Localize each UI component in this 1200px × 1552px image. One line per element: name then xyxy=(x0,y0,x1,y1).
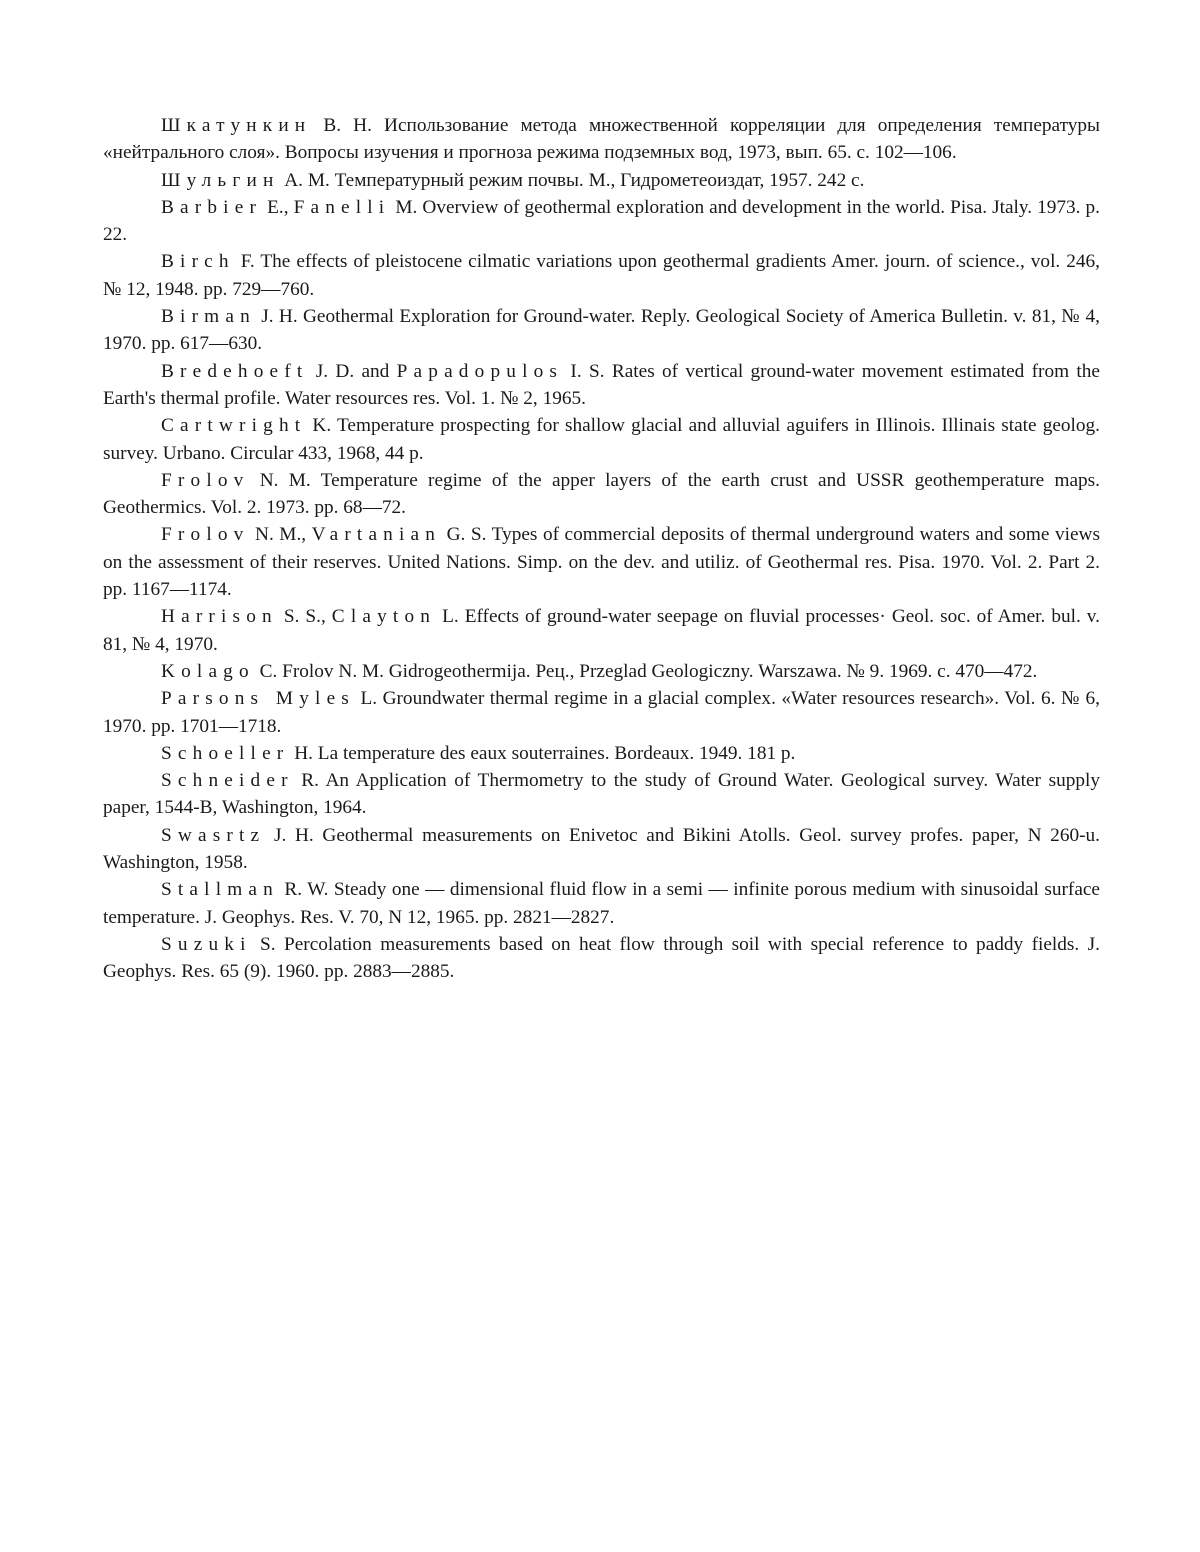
reference-text: C. Frolov N. M. Gidrogeothermija. Рец., Przeglad Geologiczny. Warszawa. № 9. 1969. с. 470—472. xyxy=(254,660,1038,682)
reference-text: I. S. Rates of vertical ground-water movement estimated from the Earth's thermal profile. Water resources res. Vol. 1. № 2, 1965. xyxy=(103,360,1100,409)
reference-author: Stallman xyxy=(161,879,279,901)
reference-author: Шульгин xyxy=(161,169,280,191)
reference-entry xyxy=(103,303,1100,358)
reference-text: K. Temperature prospecting for shallow glacial and alluvial aguifers in Illinois. Illinais state geolog. survey. Urbano. Circular 433, 1968, 44 p. xyxy=(103,415,1100,464)
reference-text: J. H. Geothermal measurements on Enivetoc and Bikini Atolls. Geol. survey profes. paper, N 260-u. Washington, 1958. xyxy=(103,824,1100,874)
reference-text: M. Overview of geothermal exploration and development in the world. Pisa. Jtaly. 1973. p. 22. xyxy=(103,196,1100,246)
reference-entry xyxy=(103,603,1100,658)
reference-author: Frolov xyxy=(161,469,250,491)
reference-list xyxy=(103,112,1100,986)
reference-entry xyxy=(103,412,1100,467)
reference-author: Schneider xyxy=(161,770,294,792)
reference-author: Swasrtz xyxy=(161,824,266,846)
reference-text: H. La temperature des eaux souterraines. Bordeaux. 1949. 181 p. xyxy=(289,742,796,764)
reference-entry xyxy=(103,658,1100,685)
reference-author: Harrison xyxy=(161,606,278,628)
reference-author: Barbier xyxy=(161,196,263,218)
reference-text: В. Н. Использование метода множественной корреляции для определения температуры «нейтрального слоя». Вопросы изучения и прогноза режима подземных вод, 1973, вып. 65. с. 102—106. xyxy=(103,115,1100,164)
reference-author: Parsons Myles xyxy=(161,688,355,710)
reference-entry xyxy=(103,931,1100,986)
reference-entry xyxy=(103,467,1100,522)
reference-entry xyxy=(103,685,1100,740)
reference-text: R. W. Steady one — dimensional fluid flow in a semi — infinite porous medium with sinusoidal surface temperature. J. Geophys. Res. V. 70, N 12, 1965. pp. 2821—2827. xyxy=(103,879,1100,928)
reference-entry xyxy=(103,248,1100,303)
reference-coauthor: Papadopulos xyxy=(396,360,564,382)
reference-text: S. Percolation measurements based on heat flow through soil with special reference to paddy fields. J. Geophys. Res. 65 (9). 1960. pp. 2883—2885. xyxy=(103,933,1100,983)
reference-text: L. Effects of ground-water seepage on fluvial processes· Geol. soc. of Amer. bul. v. 81, № 4, 1970. xyxy=(103,606,1100,655)
reference-text: А. М. Температурный режим почвы. М., Гидрометеоиздат, 1957. 242 с. xyxy=(279,169,865,191)
reference-author: Kolago xyxy=(161,660,255,682)
reference-author: Bredehoeft xyxy=(161,360,309,382)
reference-text: L. Groundwater thermal regime in a glacial complex. «Water resources research». Vol. 6. № 6, 1970. pp. 1701—1718. xyxy=(103,688,1100,737)
reference-entry xyxy=(103,358,1100,413)
reference-text: E., xyxy=(262,196,294,218)
reference-text: R. An Application of Thermometry to the study of Ground Water. Geological survey. Water supply paper, 1544-B, Washington, 1964. xyxy=(103,770,1100,819)
reference-author: Birman xyxy=(161,306,256,328)
reference-author: Suzuki xyxy=(161,933,252,955)
reference-coauthor: Vartanian xyxy=(311,524,442,546)
reference-entry xyxy=(103,521,1100,603)
reference-entry xyxy=(103,822,1100,877)
reference-text: G. S. Types of commercial deposits of thermal underground waters and some views on the assessment of their reserves. United Nations. Simp. on the dev. and utiliz. of Geothermal res. Pisa. 1970. Vol. 2. Part 2. pp. 1167—1174. xyxy=(103,524,1100,601)
reference-text: J. H. Geothermal Exploration for Ground-water. Reply. Geological Society of America Bulletin. v. 81, № 4, 1970. pp. 617—630. xyxy=(103,306,1100,355)
reference-author: Frolov xyxy=(161,524,250,546)
reference-text: N. M. Temperature regime of the apper layers of the earth crust and USSR geothemperature maps. Geothermics. Vol. 2. 1973. pp. 68—72. xyxy=(103,469,1100,519)
reference-coauthor: Clayton xyxy=(331,606,437,628)
reference-text: J. D. and xyxy=(308,360,397,382)
reference-author: Шкатункин xyxy=(161,115,312,136)
reference-text: N. M., xyxy=(249,524,312,546)
reference-entry xyxy=(103,767,1100,822)
reference-text: S. S., xyxy=(277,606,332,628)
reference-author: Birch xyxy=(161,251,235,273)
reference-entry xyxy=(103,167,1100,194)
reference-coauthor: Fanelli xyxy=(293,196,391,218)
reference-author: Cartwright xyxy=(161,415,307,437)
reference-entry xyxy=(103,740,1100,767)
reference-text: F. The effects of pleistocene cilmatic variations upon geothermal gradients Amer. journ. of science., vol. 246, № 12, 1948. pp. 729—760. xyxy=(103,251,1100,300)
reference-entry xyxy=(103,112,1100,167)
reference-author: Schoeller xyxy=(161,742,290,764)
reference-entry xyxy=(103,194,1100,249)
reference-entry xyxy=(103,876,1100,931)
